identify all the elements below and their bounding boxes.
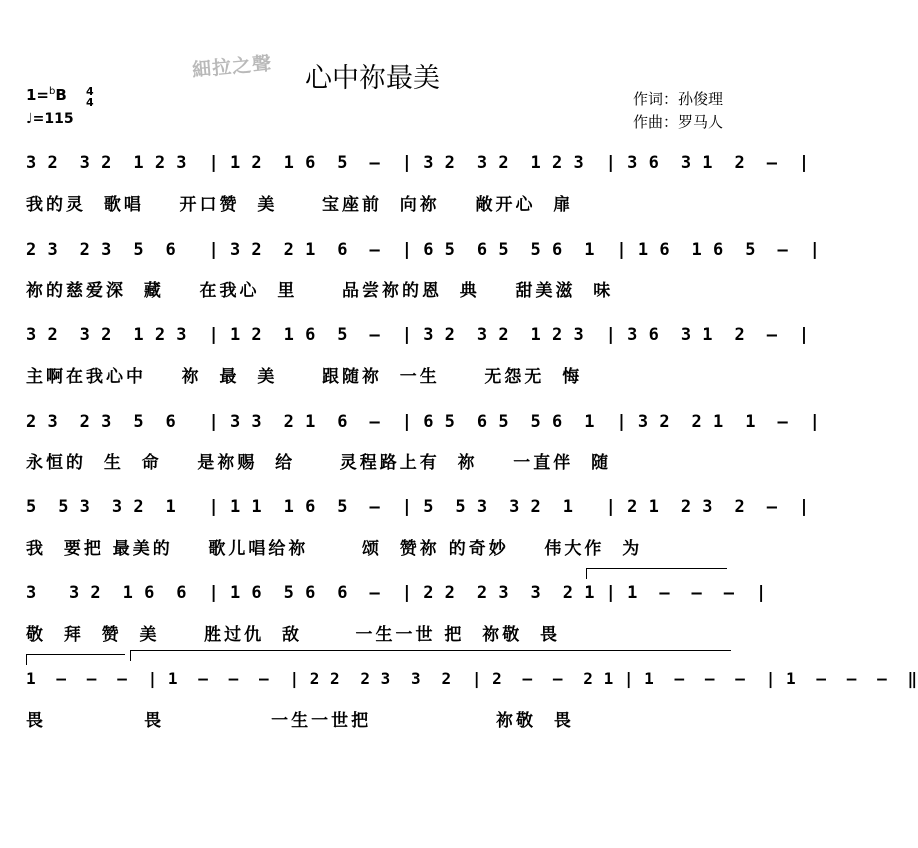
composer-credit: 作曲：罗马人	[633, 113, 724, 131]
lyricist-credit: 作词：孙俊理	[633, 90, 724, 108]
lyrics-row-1: 我的灵 歌唱 开口赞 美 宝座前 向祢 敞开心 扉	[26, 195, 574, 215]
score-row-7	[26, 662, 918, 692]
notes-row-1: 3 2 3 2 1 2 3 | 1 2 1 6 5 – | 3 2 3 2 1 2 3 | 3 6 3 1 2 – |	[26, 153, 810, 173]
key-flat: b	[49, 86, 56, 97]
notes-row-5: 5 5 3 3 2 1 | 1 1 1 6 5 – | 5 5 3 3 2 1 | 2 1 2 3 2 – |	[26, 497, 810, 517]
lyrics-row-6: 敬 拜 赞 美 胜过仇 敌 一生一世 把 祢敬 畏	[26, 625, 561, 645]
lyrics-row-5: 我 要把 最美的 歌儿唱给祢 颂 赞祢 的奇妙 伟大作 为	[26, 539, 643, 559]
meter-top: 4	[86, 85, 94, 98]
score-row-4	[26, 405, 821, 435]
notes-row-6: 3 3 2 1 6 6 | 1 6 5 6 6 – | 2 2 2 3 3 2 1 | 1 – – – |	[26, 583, 767, 603]
lyrics-row-3: 主啊在我心中 祢 最 美 跟随祢 一生 无怨无 悔	[26, 367, 583, 387]
score-row-2	[26, 233, 821, 263]
tempo-marking: ♩=115	[26, 111, 74, 127]
meter-bottom: 4	[86, 96, 94, 109]
key-signature	[26, 86, 67, 104]
notes-row-4: 2 3 2 3 5 6 | 3 3 2 1 6 – | 6 5 6 5 5 6 1 | 3 2 2 1 1 – |	[26, 412, 821, 432]
score-row-3	[26, 318, 810, 348]
lyrics-row-2: 祢的慈爱深 藏 在我心 里 品尝祢的恩 典 甜美滋 味	[26, 281, 614, 301]
score-row-6	[26, 576, 767, 606]
volta-bracket-3	[130, 650, 731, 661]
score-row-1	[26, 146, 810, 176]
score-row-5	[26, 490, 810, 520]
notes-row-3: 3 2 3 2 1 2 3 | 1 2 1 6 5 – | 3 2 3 2 1 2 3 | 3 6 3 1 2 – |	[26, 325, 810, 345]
notes-row-2: 2 3 2 3 5 6 | 3 2 2 1 6 – | 6 5 6 5 5 6 1 | 1 6 1 6 5 – |	[26, 240, 821, 260]
song-title: 心中祢最美	[305, 63, 440, 94]
key-label: 1=	[26, 86, 50, 104]
lyrics-row-7: 畏 畏 一生一世把 祢敬 畏	[26, 711, 574, 731]
volta-bracket-1	[586, 568, 727, 579]
key-note: B	[55, 86, 67, 104]
volta-bracket-2	[26, 654, 125, 665]
time-signature	[86, 86, 94, 108]
lyrics-row-4: 永恒的 生 命 是祢赐 给 灵程路上有 祢 一直伴 随	[26, 453, 612, 473]
watermark: 細拉之聲	[191, 52, 273, 82]
notes-row-7: 1 – – – | 1 – – – | 2 2 2 3 3 2 | 2 – – 2 1 | 1 – – – | 1 – – – ‖	[26, 669, 918, 688]
